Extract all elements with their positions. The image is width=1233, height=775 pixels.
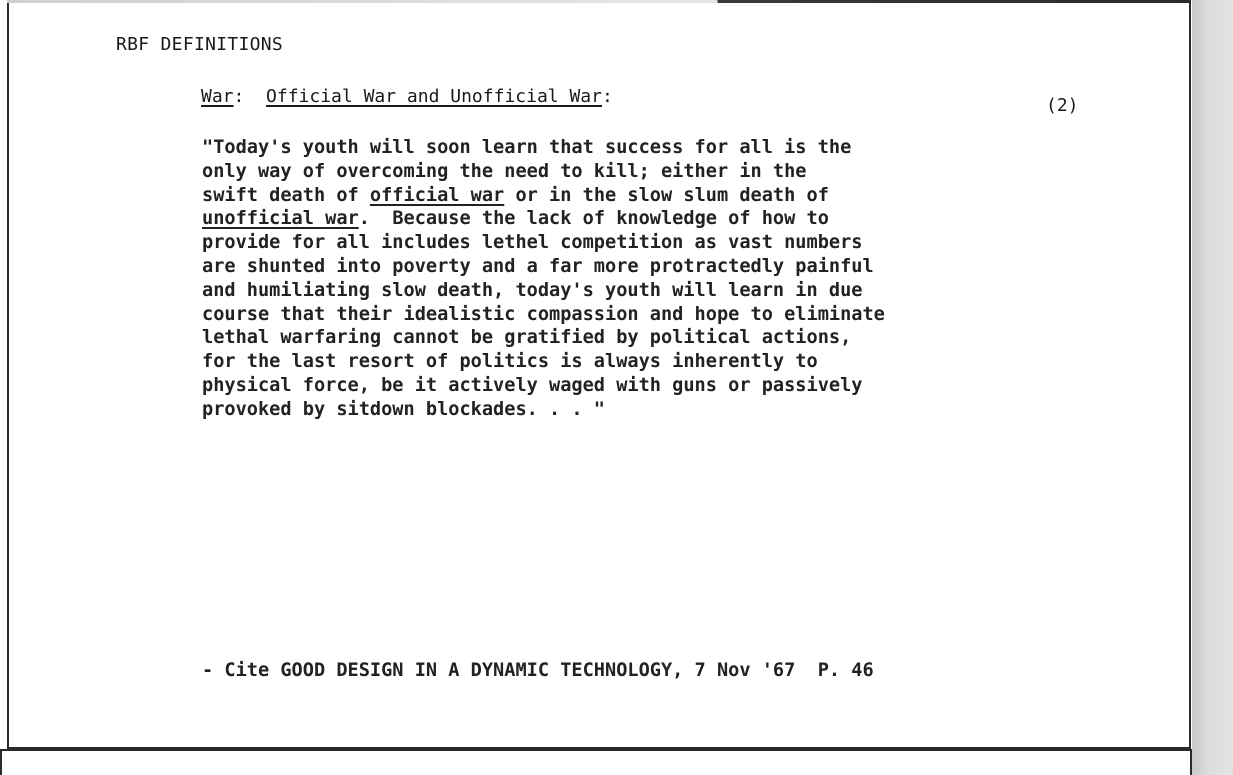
quote-line: swift death of (202, 184, 370, 206)
quotation-body (202, 136, 885, 422)
quote-line: and humiliating slow death, today's youth will learn in due (202, 279, 863, 301)
unofficial-war-term: unofficial war (202, 208, 359, 230)
scan-edge-shadow (1192, 0, 1233, 775)
quote-line: . Because the lack of knowledge of how to (358, 208, 829, 230)
quote-line: for the last resort of politics is always inherently to (202, 351, 818, 373)
definition-title (201, 86, 613, 107)
topic-suffix: : (601, 86, 613, 107)
quote-line: are shunted into poverty and a far more protractedly painful (202, 255, 874, 277)
citation: - Cite GOOD DESIGN IN A DYNAMIC TECHNOLOGY, 7 Nov '67 P. 46 (202, 660, 874, 681)
quote-line: only way of overcoming the need to kill; either in the (202, 160, 807, 182)
quote-line: "Today's youth will soon learn that success for all is the (202, 137, 852, 158)
official-war-term: official war (369, 184, 505, 206)
quote-line: provoked by sitdown blockades. . . " (202, 398, 605, 420)
subject-separator: : (233, 86, 267, 107)
quote-line: course that their idealistic compassion and hope to eliminate (202, 303, 885, 325)
card-header: RBF DEFINITIONS (116, 34, 284, 55)
subject-term: War (201, 86, 234, 107)
quote-line: lethal warfaring cannot be gratified by political actions, (202, 327, 852, 349)
quote-line: physical force, be it actively waged with guns or passively (202, 374, 863, 396)
topic-term: Official War and Unofficial War (266, 86, 602, 107)
next-card-edge (0, 749, 1192, 775)
quote-line: provide for all includes lethel competition as vast numbers (202, 232, 863, 254)
page-number: (2) (1046, 95, 1079, 116)
quote-line: or in the slow slum death of (504, 184, 829, 206)
